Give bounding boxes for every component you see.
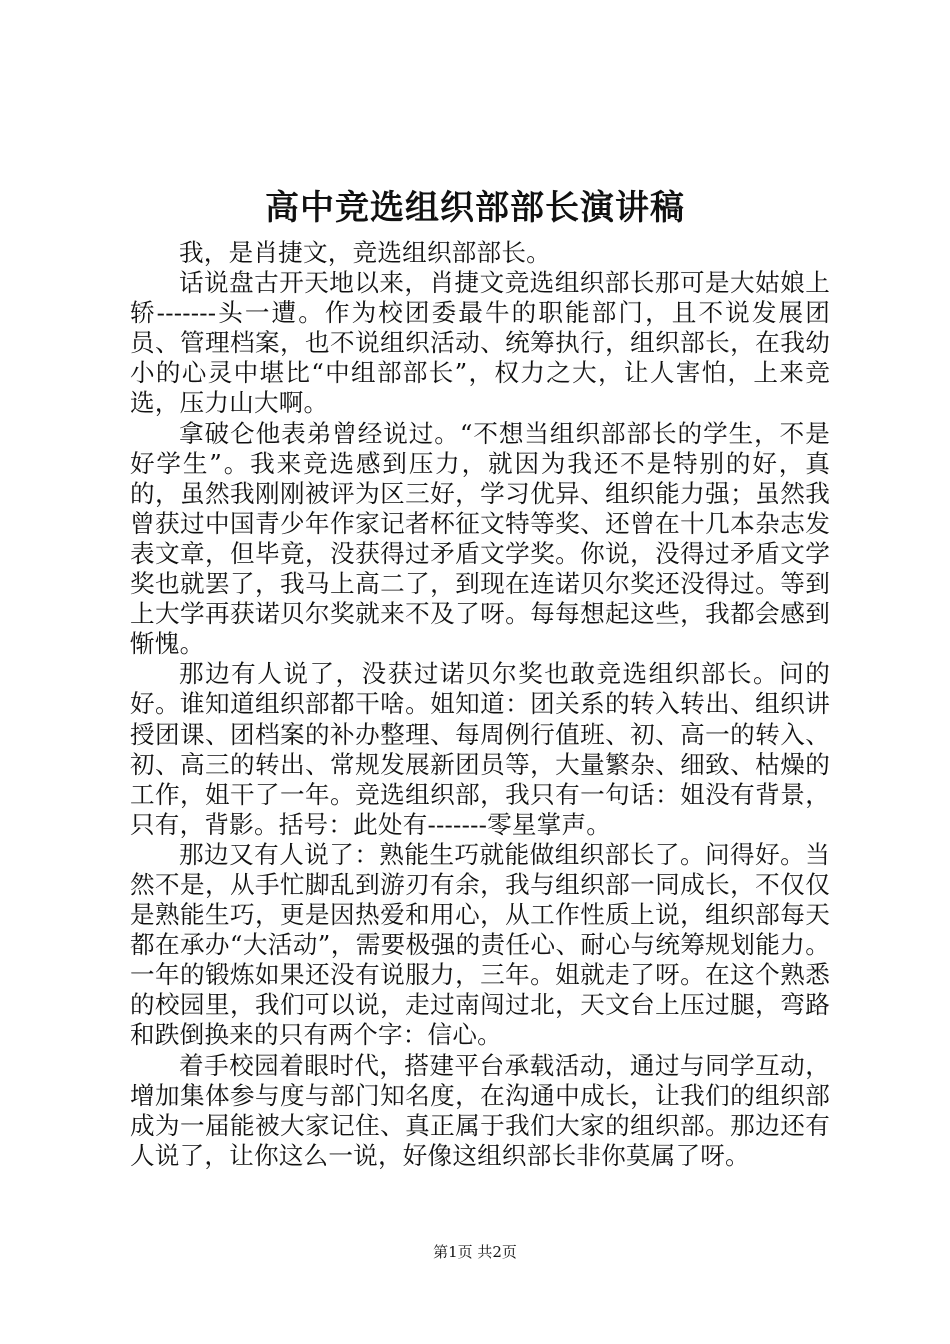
document-body [130,238,830,1171]
paragraph-3: 拿破仑他表弟曾经说过。“不想当组织部部长的学生，不是好学生”。我来竞选感到压力，就因为我还不是特别的好，真的，虽然我刚刚被评为区三好，学习优异、组织能力强；虽然我曾获过中国青少年作家记者杯征文特等奖、还曾在十几本杂志发表文章，但毕竟，没获得过矛盾文学奖。你说，没得过矛盾文学奖也就罢了，我马上高二了，到现在连诺贝尔奖还没得过。等到上大学再获诺贝尔奖就来不及了呀。每每想起这些，我都会感到惭愧。 [130,418,830,659]
paragraph-4: 那边有人说了，没获过诺贝尔奖也敢竞选组织部长。问的好。谁知道组织部都干啥。姐知道：团关系的转入转出、组织讲授团课、团档案的补办整理、每周例行值班、初、高一的转入、初、高三的转出、常规发展新团员等，大量繁杂、细致、枯燥的工作，姐干了一年。竞选组织部，我只有一句话：姐没有背景，只有，背影。括号：此处有-------零星掌声。 [130,659,830,839]
page-title: 高中竞选组织部部长演讲稿 [265,188,685,228]
paragraph-1: 我，是肖捷文，竞选组织部部长。 [179,238,551,267]
paragraph-2: 话说盘古开天地以来，肖捷文竞选组织部长那可是大姑娘上轿-------头一遭。作为校团委最牛的职能部门，且不说发展团员、管理档案，也不说组织活动、统筹执行，组织部长，在我幼小的心灵中堪比“中组部部长”，权力之大，让人害怕，上来竞选，压力山大啊。 [130,268,830,418]
page-number-footer: 第1页 共2页 [433,1243,517,1261]
paragraph-5: 那边又有人说了：熟能生巧就能做组织部长了。问得好。当然不是，从手忙脚乱到游刃有余，我与组织部一同成长，不仅仅是熟能生巧，更是因热爱和用心，从工作性质上说，组织部每天都在承办“大活动”，需要极强的责任心、耐心与统筹规划能力。一年的锻炼如果还没有说服力，三年。姐就走了呀。在这个熟悉的校园里，我们可以说，走过南闯过北，天文台上压过腿，弯路和跌倒换来的只有两个字：信心。 [130,839,830,1050]
paragraph-6: 着手校园着眼时代，搭建平台承载活动，通过与同学互动，增加集体参与度与部门知名度，在沟通中成长，让我们的组织部成为一届能被大家记住、真正属于我们大家的组织部。那边还有人说了，让你这么一说，好像这组织部长非你莫属了呀。 [130,1050,830,1170]
